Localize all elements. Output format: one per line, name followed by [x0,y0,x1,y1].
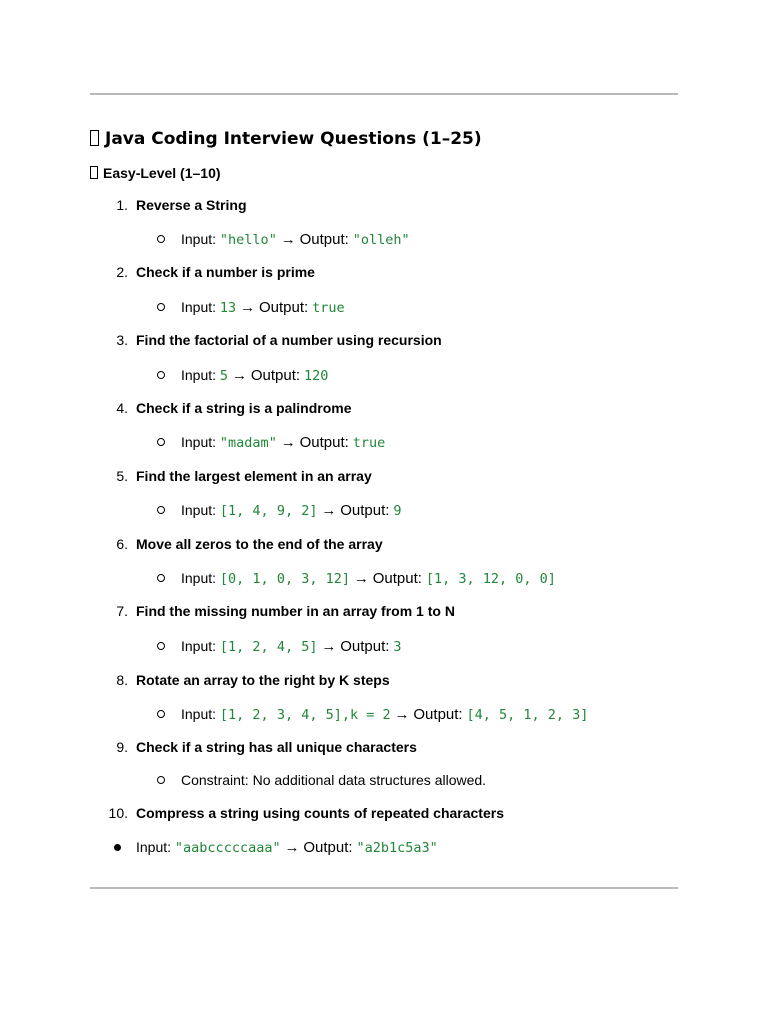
question-detail [0,770,768,790]
arrow-icon: → [240,299,256,316]
input-value: [1, 4, 9, 2] [219,503,318,519]
question-detail [0,704,768,724]
question-item [0,534,768,554]
input-value: [1, 2, 3, 4, 5],k = 2 [219,707,391,723]
page-title-text: Java Coding Interview Questions (1–25) [105,129,482,149]
question-item [0,601,768,621]
question-number: 2. [116,264,128,280]
question-text: Move all zeros to the end of the array [136,536,383,552]
question-number: 10. [108,805,128,821]
arrow-icon: → [280,231,296,248]
question-text: Check if a number is prime [136,264,315,280]
output-value: true [312,300,345,316]
question-number: 4. [116,400,128,416]
section-heading-text: Easy-Level (1–10) [103,165,221,181]
input-value: [0, 1, 0, 3, 12] [219,571,350,587]
question-item [0,398,768,418]
question-detail [0,837,768,857]
arrow-icon: → [280,434,296,451]
question-number: 5. [116,468,128,484]
question-detail [0,229,768,249]
arrow-icon: → [321,638,337,655]
hollow-bullet-icon [157,574,165,582]
input-value: 5 [219,368,229,384]
input-value: 13 [219,300,237,316]
question-detail [0,568,768,588]
missing-glyph-box-icon [90,166,98,179]
question-text: Find the missing number in an array from 1 to N [136,603,455,619]
question-number: 6. [116,536,128,552]
output-label: Output: [303,839,353,856]
hollow-bullet-icon [157,710,165,718]
question-detail [0,432,768,452]
output-label: Output: [299,434,349,451]
question-detail [0,636,768,656]
io-example [181,636,401,657]
io-example [181,500,401,521]
question-text: Find the factorial of a number using recursion [136,332,442,348]
question-item [0,803,768,823]
top-divider [90,93,678,95]
input-value: "hello" [219,232,277,248]
question-detail [0,500,768,520]
question-text: Compress a string using counts of repeated characters [136,805,504,821]
input-label: Input: [181,434,217,450]
io-example [136,837,438,858]
arrow-icon: → [231,367,247,384]
output-value: [4, 5, 1, 2, 3] [466,707,589,723]
question-number: 9. [116,739,128,755]
filled-bullet-icon [114,844,121,851]
hollow-bullet-icon [157,235,165,243]
hollow-bullet-icon [157,776,165,784]
question-item [0,670,768,690]
question-text: Reverse a String [136,197,247,213]
page-title [90,127,482,151]
io-example [181,432,385,453]
input-label: Input: [181,367,217,383]
input-label: Input: [181,502,217,518]
output-value: "a2b1c5a3" [356,840,438,856]
question-text: Check if a string is a palindrome [136,400,352,416]
io-example [181,229,410,250]
output-label: Output: [372,570,422,587]
input-label: Input: [136,839,172,855]
question-detail [0,365,768,385]
hollow-bullet-icon [157,371,165,379]
output-label: Output: [250,367,301,384]
input-value: [1, 2, 4, 5] [219,639,318,655]
hollow-bullet-icon [157,438,165,446]
question-text: Find the largest element in an array [136,468,372,484]
question-number: 3. [116,332,128,348]
input-label: Input: [181,299,217,315]
question-item [0,737,768,757]
input-value: "aabcccccaaa" [174,840,281,856]
output-label: Output: [340,502,390,519]
io-example [181,297,345,318]
output-value: [1, 3, 12, 0, 0] [425,571,556,587]
output-label: Output: [340,638,390,655]
constraint-note: Constraint: No additional data structures allowed. [181,772,487,788]
section-heading [90,164,221,182]
input-value: "madam" [219,435,277,451]
hollow-bullet-icon [157,642,165,650]
question-item [0,466,768,486]
output-value: "olleh" [352,232,410,248]
input-label: Input: [181,638,217,654]
output-label: Output: [258,299,309,316]
question-number: 8. [116,672,128,688]
input-label: Input: [181,570,217,586]
io-example [181,365,328,386]
missing-glyph-box-icon [90,130,99,146]
hollow-bullet-icon [157,506,165,514]
io-example [181,704,588,725]
question-item [0,330,768,350]
arrow-icon: → [353,570,369,587]
arrow-icon: → [284,839,300,856]
arrow-icon: → [321,502,337,519]
question-item [0,262,768,282]
output-value: 3 [393,639,402,655]
question-detail [0,297,768,317]
output-value: 120 [303,368,329,384]
arrow-icon: → [394,706,410,723]
output-label: Output: [299,231,349,248]
io-example [181,568,556,589]
question-number: 1. [116,197,128,213]
output-value: 9 [393,503,402,519]
bottom-divider [90,887,678,889]
question-item [0,195,768,215]
input-label: Input: [181,231,217,247]
hollow-bullet-icon [157,303,165,311]
input-label: Input: [181,706,217,722]
question-text: Rotate an array to the right by K steps [136,672,390,688]
output-label: Output: [413,706,463,723]
output-value: true [352,435,386,451]
question-number: 7. [116,603,128,619]
question-text: Check if a string has all unique characters [136,739,417,755]
